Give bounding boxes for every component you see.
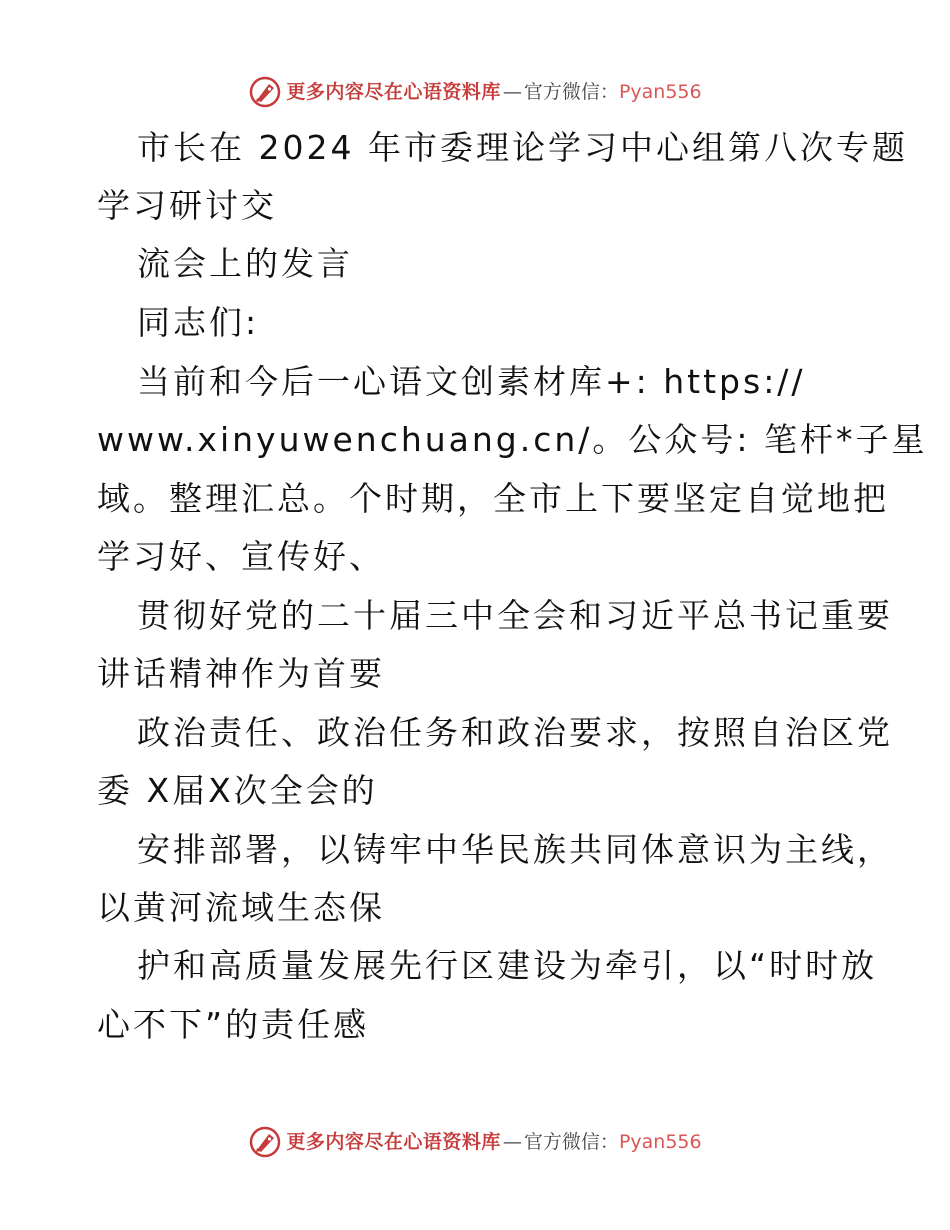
text-line: 贯彻好党的二十届三中全会和习近平总书记重要 xyxy=(137,596,893,635)
watermark-dash: — xyxy=(502,1130,522,1153)
text-line: 护和高质量发展先行区建设为牵引，以“时时放 xyxy=(137,946,878,985)
pen-nib-circle-icon xyxy=(248,1125,282,1159)
text-line: 当前和今后一心语文创素材库+: https:// xyxy=(137,362,806,401)
watermark-dash: — xyxy=(502,80,522,103)
watermark-header xyxy=(0,72,950,112)
text-line: 政治责任、政治任务和政治要求，按照自治区党 xyxy=(137,713,893,752)
watermark-account-id: Pyan556 xyxy=(618,1130,702,1153)
watermark-site-text: 更多内容尽在心语资料库 xyxy=(286,80,501,103)
pen-nib-circle-icon xyxy=(248,75,282,109)
text-line: 市长在 2024 年市委理论学习中心组第八次专题 xyxy=(137,128,908,167)
text-line: 心不下”的责任感 xyxy=(97,1005,370,1044)
text-line: 安排部署，以铸牢中华民族共同体意识为主线， xyxy=(137,830,893,869)
text-line: 学习研讨交 xyxy=(97,186,277,225)
watermark-site-text: 更多内容尽在心语资料库 xyxy=(286,1130,501,1153)
text-line: www.xinyuwenchuang.cn/。公众号: 笔杆*子星 xyxy=(97,420,928,459)
text-line: 学习好、宣传好、 xyxy=(97,537,385,576)
text-line: 讲话精神作为首要 xyxy=(97,654,385,693)
watermark-official-label: 官方微信： xyxy=(523,80,619,103)
text-line: 流会上的发言 xyxy=(137,244,353,283)
watermark-account-id: Pyan556 xyxy=(618,80,702,103)
text-line: 委 X届X次全会的 xyxy=(97,771,378,810)
text-line: 以黄河流域生态保 xyxy=(97,888,385,927)
text-line: 同志们: xyxy=(137,303,260,342)
watermark-footer xyxy=(0,1122,950,1162)
text-line: 域。整理汇总。个时期，全市上下要坚定自觉地把 xyxy=(97,479,889,518)
watermark-official-label: 官方微信： xyxy=(523,1130,619,1153)
